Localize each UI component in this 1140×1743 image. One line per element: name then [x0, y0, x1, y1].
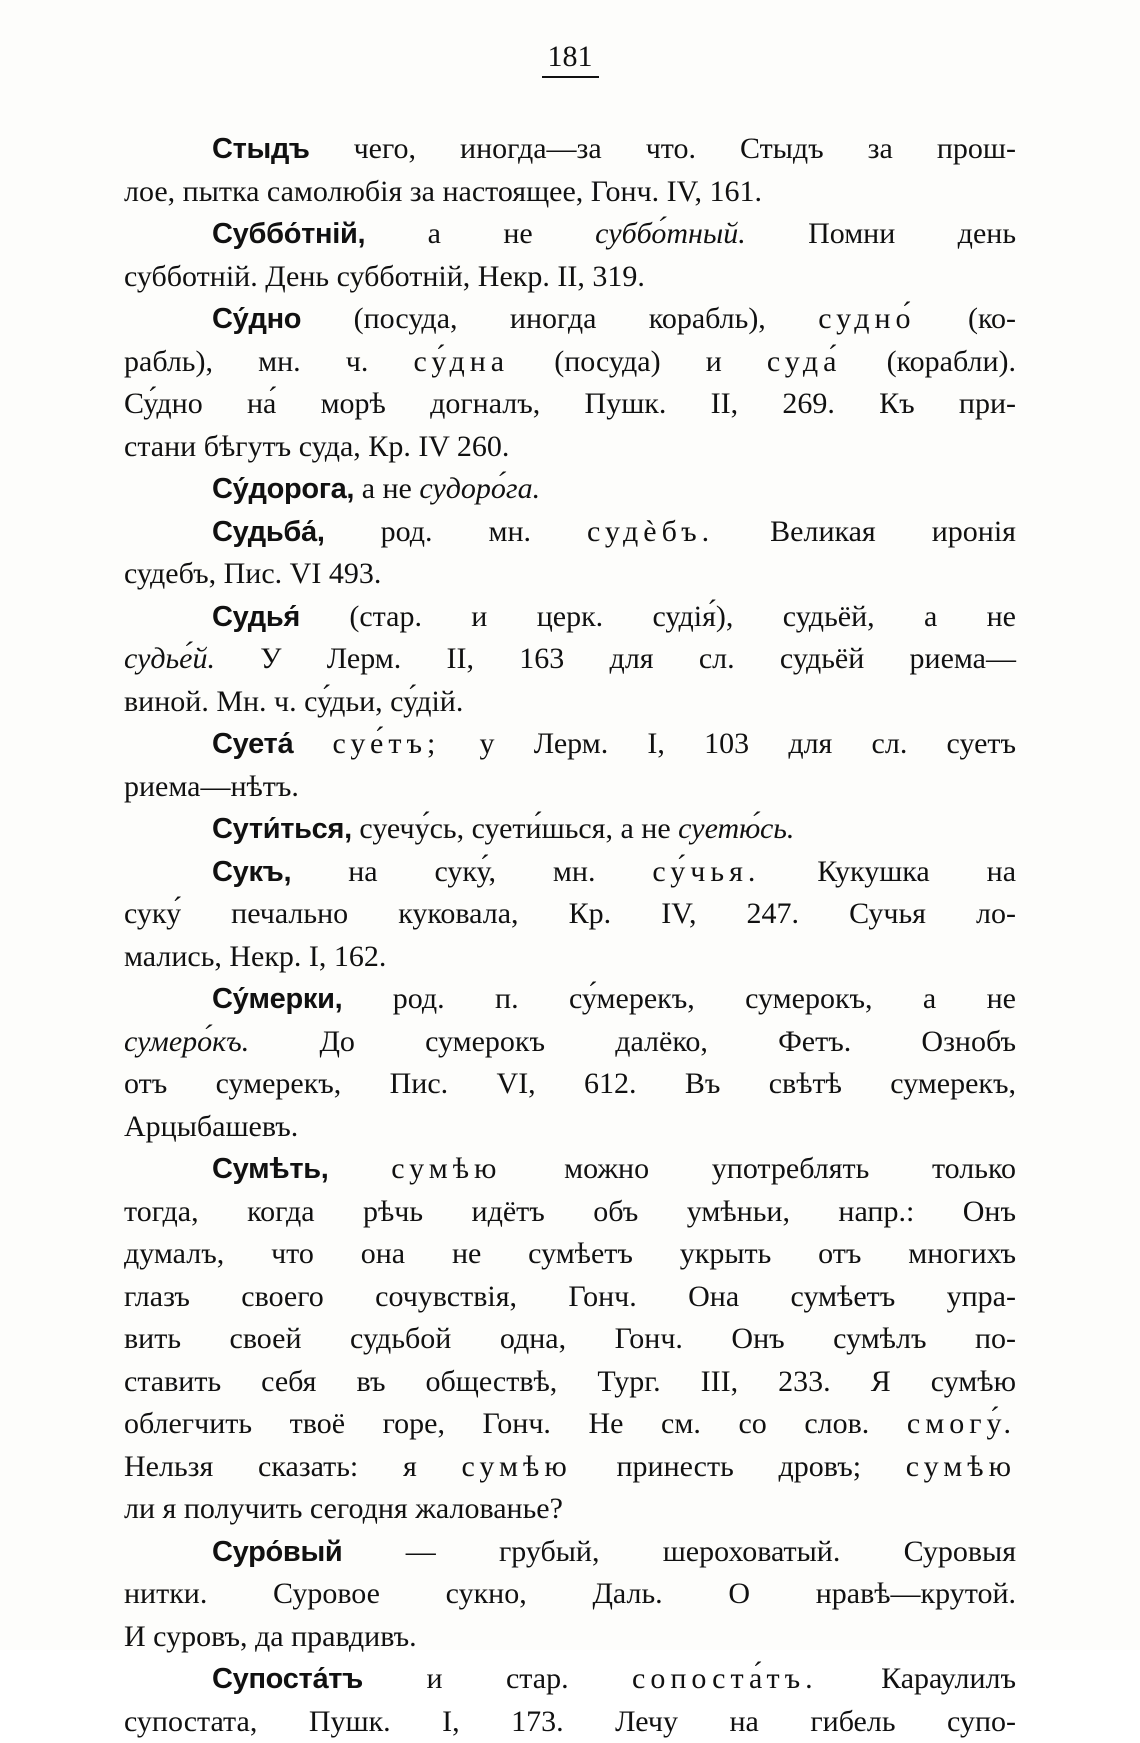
text-line: [124, 723, 1016, 766]
headword: Супоста́тъ: [212, 1663, 363, 1695]
text-run: у Лерм. I, 103 для сл. суетъ: [440, 727, 1016, 760]
text-run: род. п. су́мерекъ, сумерокъ, а не: [342, 982, 1016, 1015]
text-run: род. мн.: [325, 515, 587, 548]
text-line: [124, 1063, 1016, 1106]
text-run: Помни день: [746, 217, 1016, 250]
text-run: мались, Некр. I, 162.: [124, 940, 386, 973]
text-run: на суку́, мн.: [291, 855, 652, 888]
headword: Суета́: [212, 728, 293, 760]
text-run: чего, иногда—за что. Стыдъ за прош-: [310, 132, 1016, 165]
text-run: рабль), мн. ч.: [124, 345, 413, 378]
text-run: ставить себя въ обществѣ, Тург. III, 233. Я сумѣю: [124, 1365, 1016, 1398]
text-run: отъ сумерекъ, Пис. VI, 612. Въ свѣтѣ сумерекъ,: [124, 1067, 1016, 1100]
text-line: [124, 128, 1016, 171]
text-run: субботній. День субботній, Некр. II, 319.: [124, 260, 645, 293]
text-run: (ко-: [916, 302, 1016, 335]
text-line: [124, 936, 1016, 979]
page-number: [0, 40, 1140, 78]
text-line: [124, 851, 1016, 894]
headword: Сути́ться,: [212, 813, 352, 845]
text-run: суку́ печально куковала, Кр. IV, 247. Сучья ло-: [124, 897, 1016, 930]
text-line: [124, 1701, 1016, 1743]
text-run: а не: [365, 217, 595, 250]
text-run: До сумерокъ далёко, Фетъ. Ознобъ: [249, 1025, 1016, 1058]
text-run: [293, 727, 332, 760]
text-run: можно употреблять только: [501, 1152, 1016, 1185]
text-line: [124, 978, 1016, 1021]
text-run: [329, 1152, 392, 1185]
text-line: [124, 1531, 1016, 1574]
text-line: [124, 1658, 1016, 1701]
headword: Су́дно: [212, 303, 301, 335]
text-line: [124, 1276, 1016, 1319]
spaced-form: сопоста́тъ.: [632, 1662, 818, 1695]
spaced-form: судно́: [818, 302, 915, 335]
text-line: [124, 213, 1016, 256]
italic-form: суетю́сь.: [678, 812, 794, 845]
headword: Сукъ,: [212, 856, 291, 888]
headword: Су́дорога,: [212, 473, 354, 505]
text-run: судебъ, Пис. VI 493.: [124, 557, 381, 590]
text-line: [124, 256, 1016, 299]
spaced-form: су́чья.: [652, 855, 760, 888]
spaced-form: су́дна: [413, 345, 509, 378]
text-run: И суровъ, да правдивъ.: [124, 1620, 417, 1653]
text-line: [124, 1403, 1016, 1446]
text-run: и стар.: [363, 1662, 632, 1695]
spaced-form: суе́тъ;: [333, 727, 441, 760]
text-line: [124, 638, 1016, 681]
spaced-form: сумѣю: [391, 1152, 501, 1185]
text-run: (посуда, иногда корабль),: [301, 302, 818, 335]
text-line: [124, 1148, 1016, 1191]
text-run: суечу́сь, суети́шься, а не: [352, 812, 678, 845]
text-line: [124, 1191, 1016, 1234]
text-run: У Лерм. II, 163 для сл. судьёй риема—: [215, 642, 1016, 675]
headword: Су́мерки,: [212, 983, 342, 1015]
text-line: [124, 893, 1016, 936]
text-line: [124, 1446, 1016, 1489]
text-run: вить своей судьбой одна, Гонч. Онъ сумѣлъ по-: [124, 1322, 1016, 1355]
text-run: (корабли).: [842, 345, 1017, 378]
headword: Суро́вый: [212, 1536, 342, 1568]
text-run: глазъ своего сочувствія, Гонч. Она сумѣетъ упра-: [124, 1280, 1016, 1313]
text-line: [124, 808, 1016, 851]
text-run: Нельзя сказать: я: [124, 1450, 462, 1483]
text-run: (посуда) и: [509, 345, 767, 378]
italic-form: судоро́га.: [419, 472, 540, 505]
headword: Суббо́тній,: [212, 218, 365, 250]
text-line: [124, 1488, 1016, 1531]
italic-form: сумеро́къ.: [124, 1025, 249, 1058]
headword: Сумѣть,: [212, 1153, 329, 1185]
text-run: Караулилъ: [818, 1662, 1016, 1695]
text-line: [124, 1233, 1016, 1276]
text-line: [124, 171, 1016, 214]
spaced-form: сумѣю: [906, 1450, 1016, 1483]
text-run: риема—нѣтъ.: [124, 770, 299, 803]
text-line: [124, 681, 1016, 724]
text-run: (стар. и церк. судія́), судьёй, а не: [300, 600, 1016, 633]
spaced-form: суда́: [767, 345, 842, 378]
text-run: а не: [354, 472, 419, 505]
page-number-text: 181: [542, 40, 599, 78]
text-run: ли я получить сегодня жалованье?: [124, 1492, 563, 1525]
spaced-form: судѐбъ.: [587, 515, 714, 548]
headword: Судья́: [212, 601, 300, 633]
text-run: Арцыбашевъ.: [124, 1110, 298, 1143]
text-line: [124, 1616, 1016, 1659]
text-run: нитки. Суровое сукно, Даль. О нравѣ—крутой.: [124, 1577, 1016, 1610]
text-line: [124, 341, 1016, 384]
text-line: [124, 426, 1016, 469]
italic-form: суббо́тный.: [595, 217, 746, 250]
spaced-form: сумѣю: [462, 1450, 572, 1483]
text-run: тогда, когда рѣчь идётъ объ умѣньи, напр.: Онъ: [124, 1195, 1016, 1228]
text-run: принесть дровъ;: [572, 1450, 906, 1483]
text-line: [124, 766, 1016, 809]
dictionary-text: [124, 128, 1016, 1743]
text-line: [124, 1573, 1016, 1616]
spaced-form: смогу́.: [907, 1407, 1016, 1440]
text-run: лое, пытка самолюбія за настоящее, Гонч. IV, 161.: [124, 175, 762, 208]
text-run: стани бѣгутъ суда, Кр. IV 260.: [124, 430, 509, 463]
text-run: супостата, Пушк. I, 173. Лечу на гибель супо-: [124, 1705, 1016, 1738]
text-line: [124, 1021, 1016, 1064]
text-run: Кукушка на: [760, 855, 1016, 888]
headword: Судьба́,: [212, 516, 325, 548]
text-run: Су́дно на́ морѣ догналъ, Пушк. II, 269. Къ при-: [124, 387, 1016, 420]
text-run: облегчить твоё горе, Гонч. Не см. со слов.: [124, 1407, 907, 1440]
text-line: [124, 468, 1016, 511]
headword: Стыдъ: [212, 133, 310, 165]
text-line: [124, 298, 1016, 341]
text-run: думалъ, что она не сумѣетъ укрыть отъ многихъ: [124, 1237, 1016, 1270]
text-line: [124, 553, 1016, 596]
text-line: [124, 383, 1016, 426]
text-run: виной. Мн. ч. су́дьи, су́дій.: [124, 685, 463, 718]
italic-form: судье́й.: [124, 642, 215, 675]
text-run: Великая иронія: [714, 515, 1016, 548]
text-run: — грубый, шероховатый. Суровыя: [342, 1535, 1016, 1568]
text-line: [124, 1361, 1016, 1404]
text-line: [124, 511, 1016, 554]
text-line: [124, 596, 1016, 639]
text-line: [124, 1106, 1016, 1149]
text-line: [124, 1318, 1016, 1361]
